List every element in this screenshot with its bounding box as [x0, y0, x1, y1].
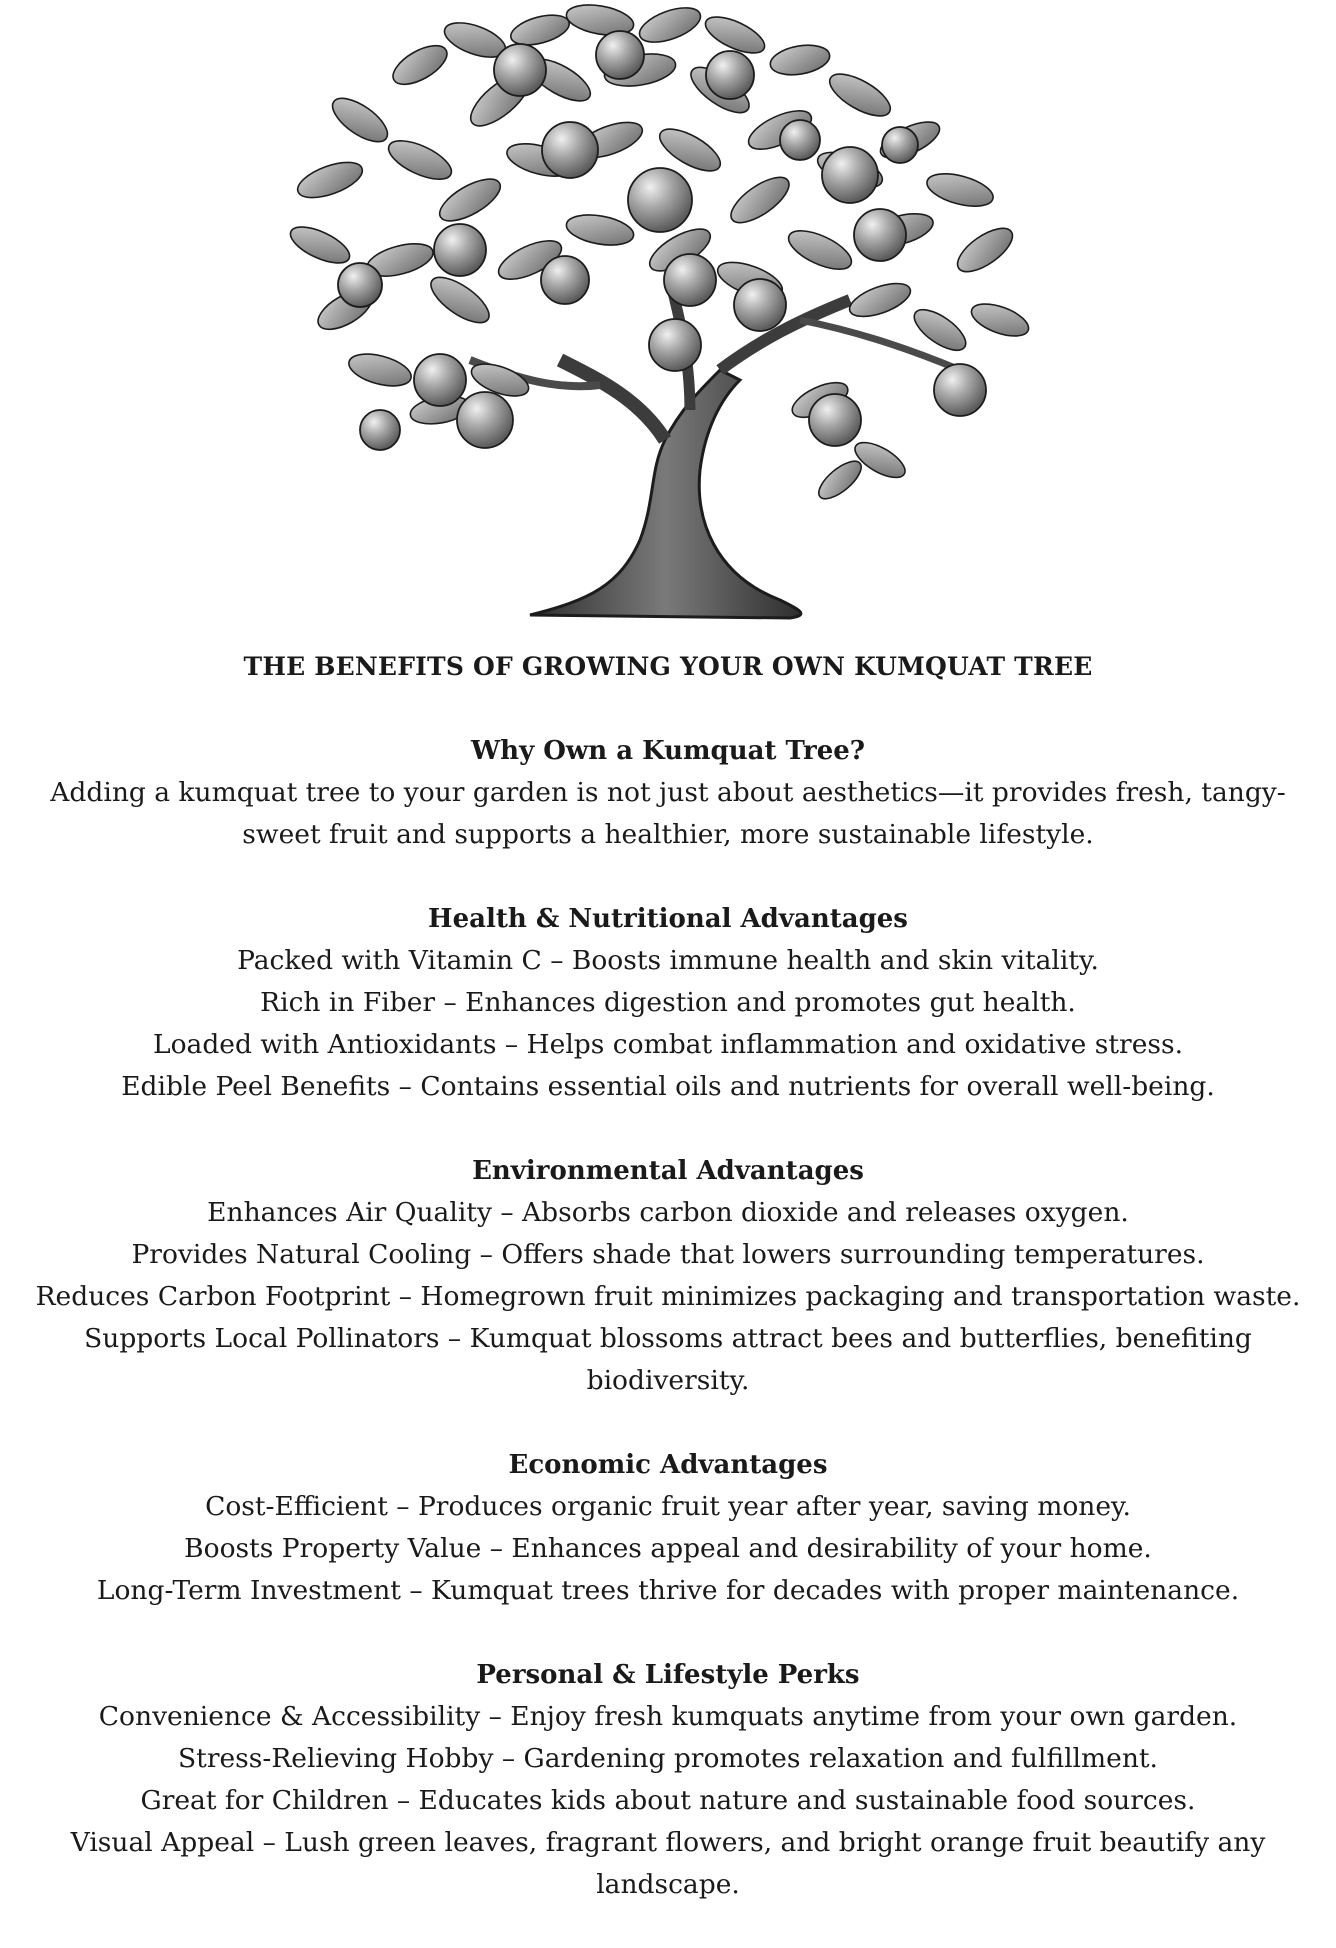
- kumquat-tree-illustration: [0, 0, 1336, 635]
- section-heading-lifestyle: Personal & Lifestyle Perks: [476, 1660, 860, 1690]
- section-health: [0, 898, 1336, 1108]
- health-item: Packed with Vitamin C – Boosts immune health and skin vitality.: [237, 945, 1099, 976]
- environmental-item: biodiversity.: [586, 1365, 750, 1396]
- environmental-item: Provides Natural Cooling – Offers shade that lowers surrounding temperatures.: [131, 1239, 1205, 1270]
- tree-fruits: [338, 31, 986, 450]
- economic-item: Cost-Efficient – Produces organic fruit year after year, saving money.: [205, 1491, 1131, 1522]
- lifestyle-item: Convenience & Accessibility – Enjoy fresh kumquats anytime from your own garden.: [98, 1701, 1238, 1732]
- section-heading-why: Why Own a Kumquat Tree?: [470, 736, 866, 766]
- health-item: Rich in Fiber – Enhances digestion and promotes gut health.: [260, 987, 1076, 1018]
- section-environmental: [0, 1150, 1336, 1402]
- page-title: THE BENEFITS OF GROWING YOUR OWN KUMQUAT TREE: [243, 652, 1093, 681]
- lifestyle-item: landscape.: [596, 1869, 740, 1900]
- economic-item: Boosts Property Value – Enhances appeal and desirability of your home.: [184, 1533, 1152, 1564]
- economic-item: Long-Term Investment – Kumquat trees thrive for decades with proper maintenance.: [96, 1575, 1240, 1606]
- lifestyle-item: Great for Children – Educates kids about nature and sustainable food sources.: [140, 1785, 1196, 1816]
- environmental-item: Reduces Carbon Footprint – Homegrown fruit minimizes packaging and transportation waste.: [35, 1281, 1301, 1312]
- section-why: [0, 730, 1336, 856]
- section-heading-economic: Economic Advantages: [508, 1450, 828, 1480]
- why-paragraph-line-1: Adding a kumquat tree to your garden is not just about aesthetics—it provides fresh, tangy-: [50, 777, 1286, 808]
- section-heading-health: Health & Nutritional Advantages: [428, 904, 908, 934]
- section-economic: [0, 1444, 1336, 1612]
- environmental-item: Enhances Air Quality – Absorbs carbon dioxide and releases oxygen.: [207, 1197, 1129, 1228]
- lifestyle-item: Stress-Relieving Hobby – Gardening promotes relaxation and fulfillment.: [178, 1743, 1158, 1774]
- health-item: Edible Peel Benefits – Contains essential oils and nutrients for overall well-being.: [121, 1071, 1215, 1102]
- section-lifestyle: [0, 1654, 1336, 1906]
- lifestyle-item: Visual Appeal – Lush green leaves, fragrant flowers, and bright orange fruit beautify any: [70, 1827, 1266, 1858]
- document-body: [0, 646, 1336, 1948]
- section-heading-environmental: Environmental Advantages: [472, 1156, 864, 1186]
- health-item: Loaded with Antioxidants – Helps combat inflammation and oxidative stress.: [152, 1029, 1184, 1060]
- environmental-item: Supports Local Pollinators – Kumquat blossoms attract bees and butterflies, benefiting: [84, 1323, 1252, 1354]
- why-paragraph-line-2: sweet fruit and supports a healthier, more sustainable lifestyle.: [242, 819, 1094, 850]
